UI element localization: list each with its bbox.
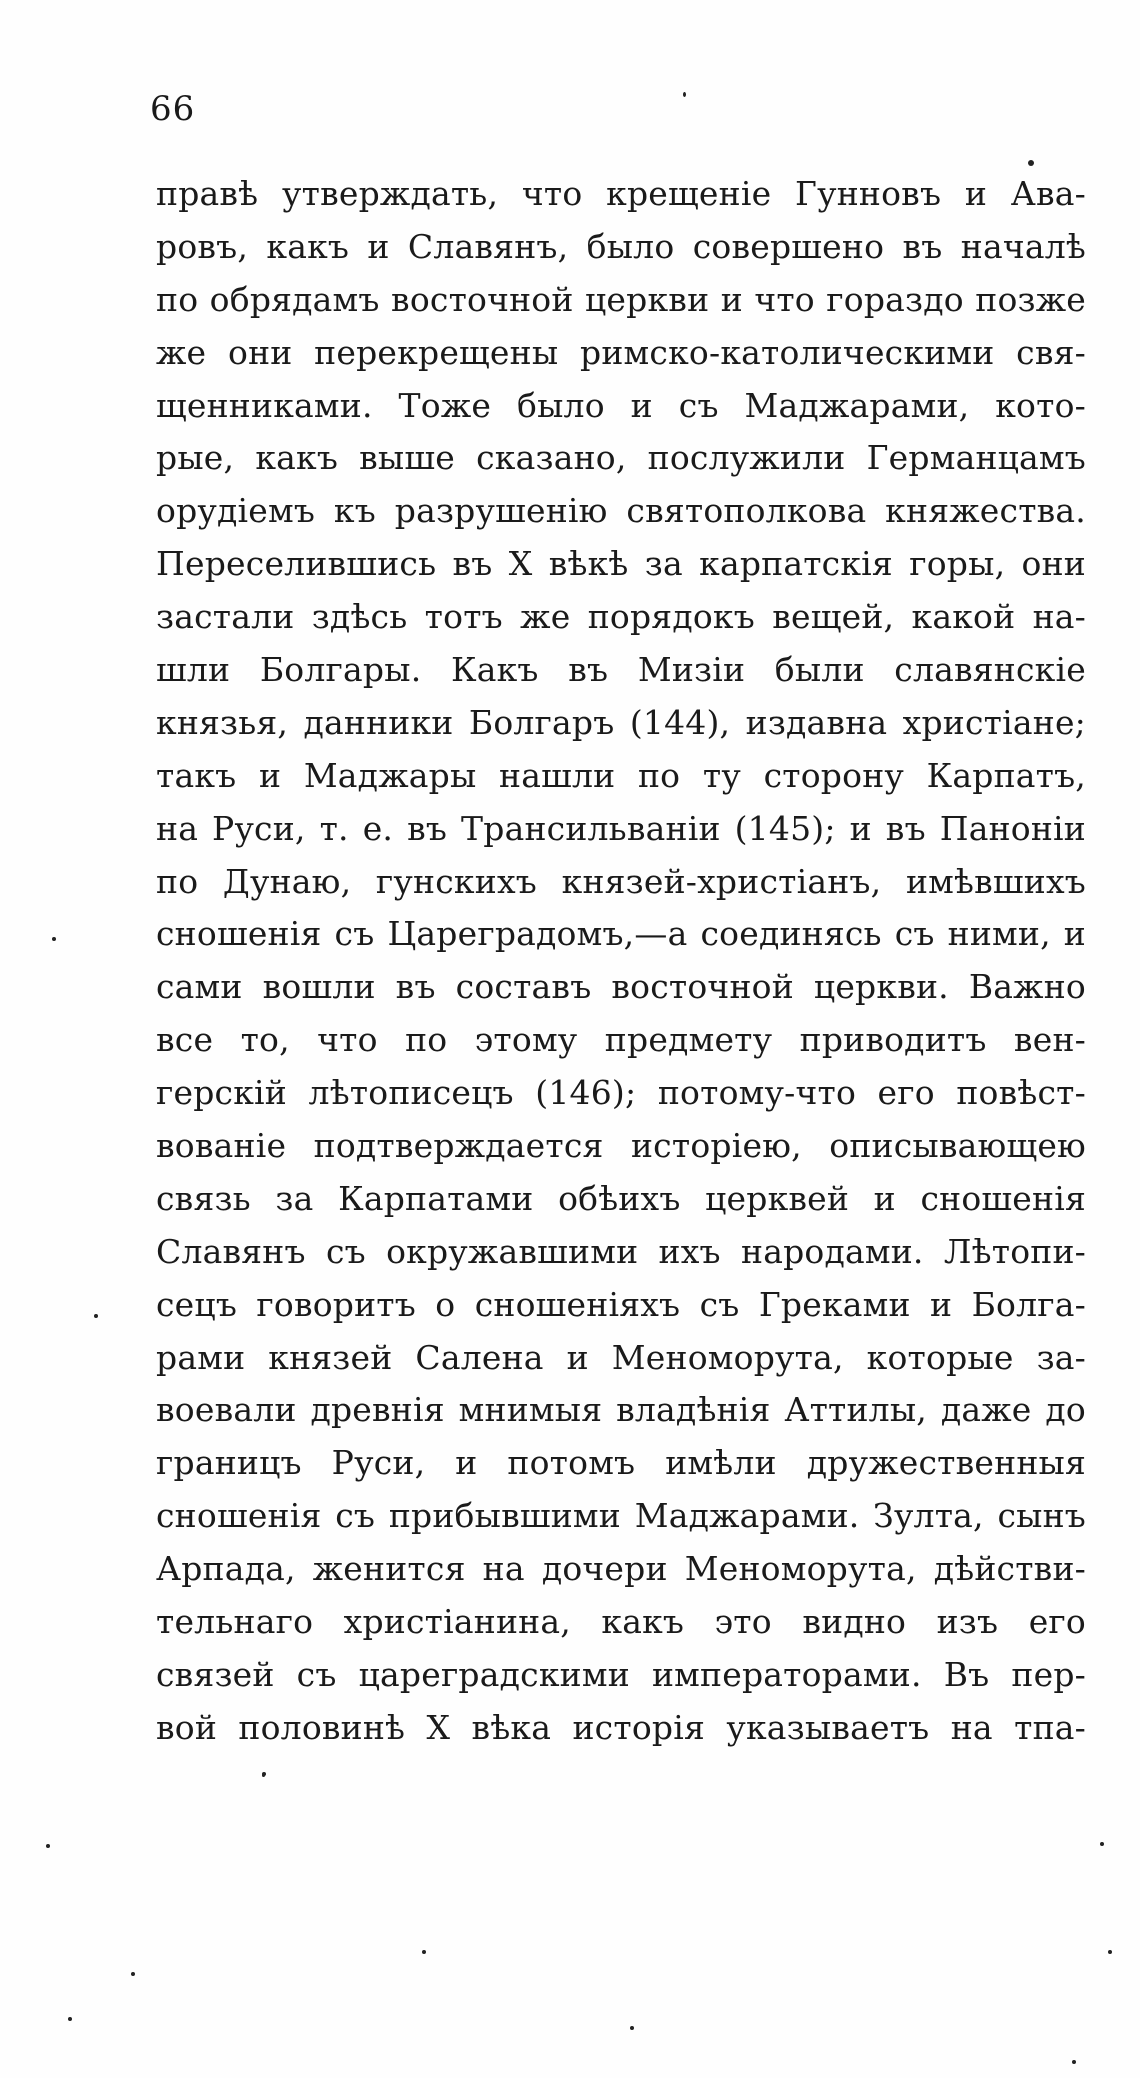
print-speck: [1072, 2060, 1076, 2064]
text-line: тельнаго христіанина, какъ это видно изъ его: [156, 1602, 1086, 1642]
text-line: ровъ, какъ и Славянъ, было совершено въ началѣ: [156, 226, 1086, 266]
text-line: Славянъ съ окружавшими ихъ народами. Лѣтопи-: [156, 1231, 1086, 1271]
print-speck: [68, 2017, 72, 2021]
text-line: связей съ цареградскими императорами. Въ пер-: [156, 1654, 1086, 1694]
text-line: сношенія съ прибывшими Маджарами. Зулта, сынъ: [156, 1496, 1086, 1536]
text-line: сами вошли въ составъ восточной церкви. Важно: [156, 967, 1086, 1007]
text-line: сецъ говоритъ о сношеніяхъ съ Греками и Болга-: [156, 1284, 1086, 1324]
text-line: воевали древнія мнимыя владѣнія Аттилы, даже до: [156, 1390, 1086, 1430]
text-line: по обрядамъ восточной церкви и что гораздо позже: [156, 279, 1086, 319]
text-line: правѣ утверждать, что крещеніе Гунновъ и Ава-: [156, 174, 1086, 213]
text-line: герскій лѣтописецъ (146); потому-что его повѣст-: [156, 1073, 1086, 1113]
text-line: князья, данники Болгаръ (144), издавна христіане;: [156, 702, 1086, 742]
text-line: орудіемъ къ разрушенію святополкова княжества.: [156, 491, 1086, 531]
text-line: на Руси, т. е. въ Трансильваніи (145); и въ Паноніи: [156, 808, 1086, 848]
text-line: сношенія съ Цареградомъ,—а соединясь съ ними, и: [156, 914, 1086, 954]
print-speck: [1108, 1950, 1112, 1954]
print-speck: [46, 1844, 50, 1848]
text-line: рами князей Салена и Меноморута, которые за-: [156, 1337, 1086, 1377]
text-line: по Дунаю, гунскихъ князей-христіанъ, имѣвшихъ: [156, 861, 1086, 901]
text-line: границъ Руси, и потомъ имѣли дружественныя: [156, 1443, 1086, 1483]
print-speck: [1100, 1842, 1104, 1846]
print-speck: [422, 1950, 426, 1954]
text-line: связь за Карпатами обѣихъ церквей и сношенія: [156, 1178, 1086, 1218]
print-speck: [630, 2026, 634, 2030]
print-speck: [262, 1774, 265, 1777]
print-speck: [683, 92, 686, 97]
text-line: вованіе подтверждается исторіею, описывающею: [156, 1126, 1086, 1166]
text-line: застали здѣсь тотъ же порядокъ вещей, какой на-: [156, 597, 1086, 637]
print-speck: [131, 1972, 135, 1976]
text-line: шли Болгары. Какъ въ Мизіи были славянскіе: [156, 650, 1086, 690]
text-line: такъ и Маджары нашли по ту сторону Карпатъ,: [156, 755, 1086, 795]
print-speck: [52, 937, 56, 941]
page-number: 66: [150, 89, 196, 129]
print-speck: [1028, 160, 1034, 166]
print-speck: [94, 1314, 98, 1318]
body-text: [156, 168, 1086, 1755]
text-line: рые, какъ выше сказано, послужили Германцамъ: [156, 438, 1086, 478]
text-line: же они перекрещены римско-католическими свя-: [156, 332, 1086, 372]
text-line: все то, что по этому предмету приводитъ вен-: [156, 1020, 1086, 1060]
text-line: Арпада, женится на дочери Меноморута, дѣйстви-: [156, 1549, 1086, 1589]
text-line: Переселившись въ X вѣкѣ за карпатскія горы, они: [156, 544, 1086, 584]
text-line: щенниками. Тоже было и съ Маджарами, кото-: [156, 385, 1086, 425]
text-line: вой половинѣ X вѣка исторія указываетъ на тпа-: [156, 1707, 1086, 1747]
